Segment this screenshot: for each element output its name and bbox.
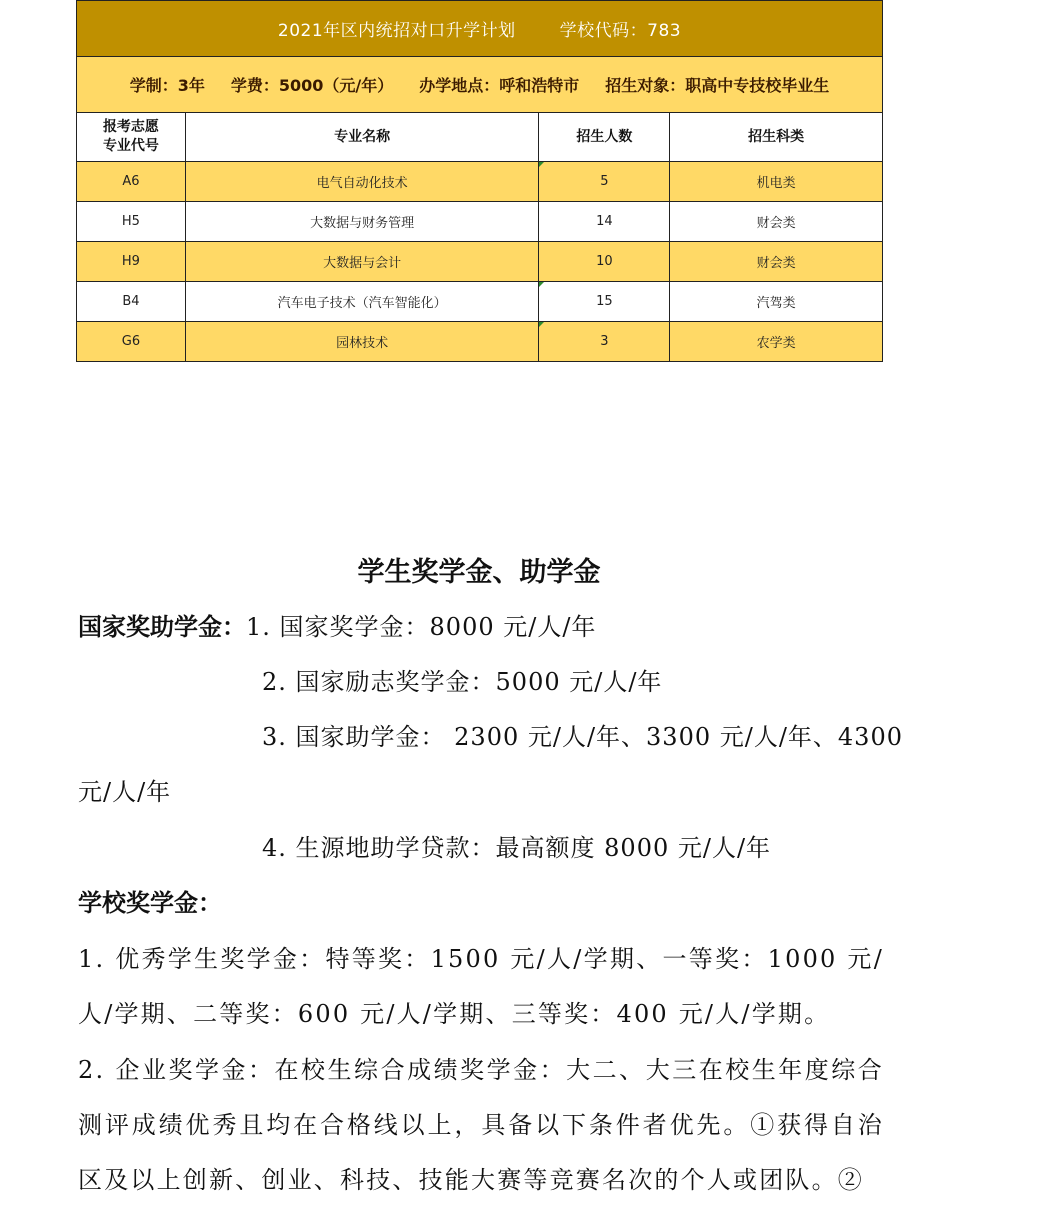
header-code-line2: 专业代号 [102, 138, 159, 154]
info-duration: 学制：3年 [129, 76, 205, 95]
comment-marker-icon [539, 162, 544, 167]
info-target: 招生对象：职高中专技校毕业生 [605, 76, 830, 95]
enrollment-plan-table [76, 0, 883, 362]
cell-major: 大数据与会计 [185, 242, 539, 282]
table-title-row [77, 1, 883, 57]
info-location: 办学地点：呼和浩特市 [419, 76, 580, 95]
cell-count [539, 242, 670, 282]
table-row [77, 322, 883, 362]
cell-count [539, 202, 670, 242]
scholarship-section-title: 学生奖学金、助学金 [357, 557, 601, 588]
cell-major: 园林技术 [185, 322, 539, 362]
national-item-4: 4. 生源地助学贷款：最高额度 8000 元/人/年 [262, 834, 772, 862]
national-aid-label: 国家奖助学金： [78, 613, 246, 641]
header-code-line1: 报考志愿 [102, 119, 159, 135]
cell-category: 机电类 [670, 162, 883, 202]
count-value: 14 [596, 214, 613, 229]
header-major-code [77, 113, 186, 162]
cell-code: A6 [77, 162, 186, 202]
cell-major: 大数据与财务管理 [185, 202, 539, 242]
table-info-row [77, 57, 883, 113]
school-item-1: 1. 优秀学生奖学金：特等奖：1500 元/人/学期、一等奖：1000 元/人/学期、二等奖：600 元/人/学期、三等奖：400 元/人/学期。 [78, 945, 884, 1028]
count-value: 3 [600, 334, 609, 349]
comment-marker-icon [539, 322, 544, 327]
cell-major: 汽车电子技术（汽车智能化） [185, 282, 539, 322]
table-row [77, 242, 883, 282]
school-code: 学校代码：783 [559, 21, 682, 41]
header-major-name: 专业名称 [185, 113, 539, 162]
cell-category: 财会类 [670, 202, 883, 242]
cell-count [539, 282, 670, 322]
school-scholarship-label: 学校奖学金： [78, 889, 222, 917]
cell-code: H5 [77, 202, 186, 242]
cell-category: 农学类 [670, 322, 883, 362]
plan-title: 2021年区内统招对口升学计划 [277, 21, 516, 41]
count-value: 10 [596, 254, 613, 269]
cell-count [539, 162, 670, 202]
national-item-1: 1. 国家奖学金：8000 元/人/年 [246, 613, 597, 641]
national-item-2: 2. 国家励志奖学金：5000 元/人/年 [262, 668, 663, 696]
cell-major: 电气自动化技术 [185, 162, 539, 202]
cell-code: G6 [77, 322, 186, 362]
national-item-3-wrap: 元/人/年 [78, 778, 172, 806]
header-category: 招生科类 [670, 113, 883, 162]
table-info-cell [77, 57, 883, 113]
comment-marker-icon [539, 282, 544, 287]
cell-category: 汽驾类 [670, 282, 883, 322]
table-row [77, 162, 883, 202]
national-item-3: 3. 国家助学金： 2300 元/人/年、3300 元/人/年、4300 [262, 723, 903, 751]
cell-code: B4 [77, 282, 186, 322]
table-header-row [77, 113, 883, 162]
count-value: 15 [596, 294, 613, 309]
info-tuition: 学费：5000（元/年） [230, 76, 394, 95]
table-row [77, 282, 883, 322]
table-row [77, 202, 883, 242]
table-title-cell [77, 1, 883, 57]
count-value: 5 [600, 174, 609, 189]
national-item-1-line [78, 612, 596, 642]
cell-code: H9 [77, 242, 186, 282]
header-count: 招生人数 [539, 113, 670, 162]
cell-count [539, 322, 670, 362]
cell-category: 财会类 [670, 242, 883, 282]
school-item-2: 2. 企业奖学金：在校生综合成绩奖学金：大二、大三在校生年度综合测评成绩优秀且均在合格线以上，具备以下条件者优先。①获得自治区及以上创新、创业、科技、技能大赛等竞赛名次的个人或团队。② [78, 1056, 884, 1194]
